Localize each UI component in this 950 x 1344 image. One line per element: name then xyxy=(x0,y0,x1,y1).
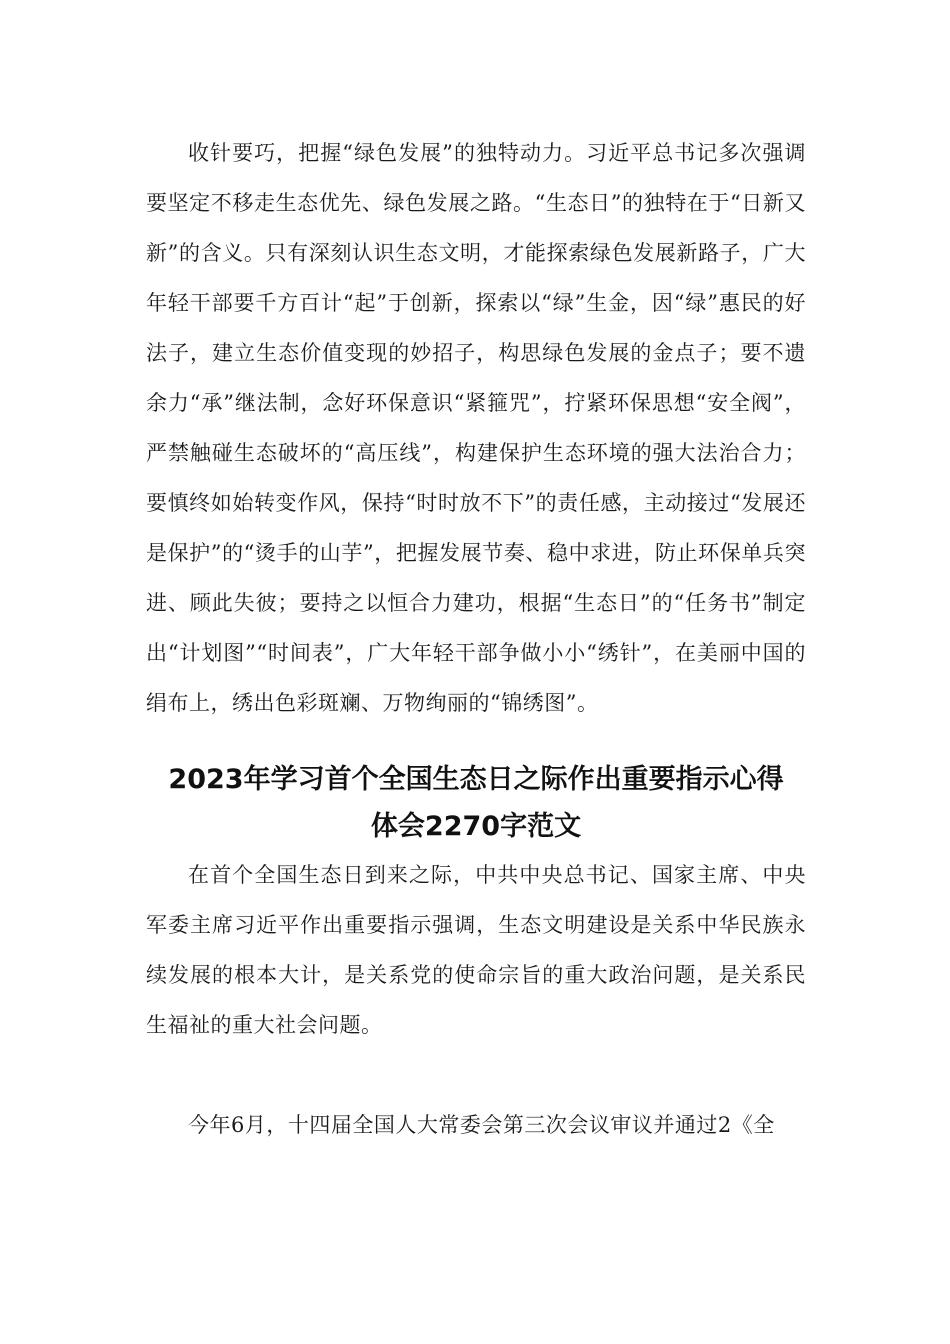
document-title xyxy=(146,756,806,850)
paragraph-first-ecology-day: 在首个全国生态日到来之际，中共中央总书记、国家主席、中央军委主席习近平作出重要指示强调，生态文明建设是关系中华民族永续发展的根本大计，是关系党的使命宗旨的重大政治问题，是关系民生福祉的重大社会问题。 xyxy=(146,863,806,1037)
title-line-1: 2023年学习首个全国生态日之际作出重要指示心得 xyxy=(168,764,784,795)
document-page xyxy=(146,128,806,1150)
paragraph-june-session: 今年6月，十四届全国人大常委会第三次会议审议并通过2《全 xyxy=(188,1113,775,1137)
paragraph-green-development: 收针要巧，把握“绿色发展”的独特动力。习近平总书记多次强调要坚定不移走生态优先、绿色发展之路。“生态日”的独特在于“日新又新”的含义。只有深刻认识生态文明，才能探索绿色发展新路子，广大年轻干部要千方百计“起”于创新，探索以“绿”生金，因“绿”惠民的好法子，建立生态价值变现的妙招子，构思绿色发展的金点子；要不遗余力“承”继法制，念好环保意识“紧箍咒”，拧紧环保思想“安全阀”，严禁触碰生态破坏的“高压线”，构建保护生态环境的强大法治合力；要慎终如始转变作风，保持“时时放不下”的责任感，主动接过“发展还是保护”的“烫手的山芋”，把握发展节奏、稳中求进，防止环保单兵突进、顾此失彼；要持之以恒合力建功，根据“生态日”的“任务书”制定出“计划图”“时间表”，广大年轻干部争做小小“绣针”，在美丽中国的绢布上，绣出色彩斑斓、万物绚丽的“锦绣图”。 xyxy=(146,141,806,715)
title-line-2: 体会2270字范文 xyxy=(370,811,582,842)
